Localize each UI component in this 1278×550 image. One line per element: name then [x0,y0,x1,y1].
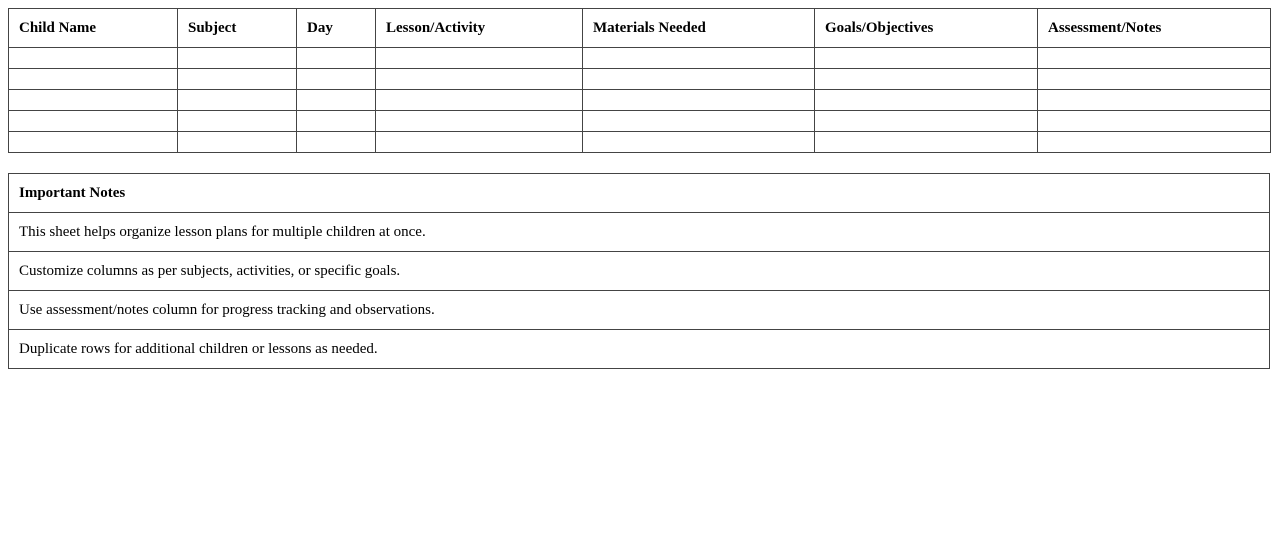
cell-assessment-notes[interactable] [1038,132,1271,153]
cell-materials-needed[interactable] [583,69,815,90]
cell-child-name[interactable] [9,90,178,111]
important-notes-table [8,173,1270,369]
cell-materials-needed[interactable] [583,132,815,153]
cell-subject[interactable] [178,132,297,153]
cell-assessment-notes[interactable] [1038,111,1271,132]
cell-lesson-activity[interactable] [376,90,583,111]
cell-goals-objectives[interactable] [815,69,1038,90]
lesson-plan-table [8,8,1271,153]
header-goals-objectives: Goals/Objectives [815,9,1038,48]
cell-lesson-activity[interactable] [376,132,583,153]
cell-assessment-notes[interactable] [1038,69,1271,90]
cell-day[interactable] [297,69,376,90]
cell-subject[interactable] [178,48,297,69]
note-row [9,213,1270,252]
header-day: Day [297,9,376,48]
note-item: Customize columns as per subjects, activities, or specific goals. [9,252,1270,291]
cell-goals-objectives[interactable] [815,132,1038,153]
cell-child-name[interactable] [9,48,178,69]
cell-materials-needed[interactable] [583,111,815,132]
cell-assessment-notes[interactable] [1038,48,1271,69]
table-row [9,90,1271,111]
note-row [9,252,1270,291]
cell-day[interactable] [297,48,376,69]
header-lesson-activity: Lesson/Activity [376,9,583,48]
cell-subject[interactable] [178,69,297,90]
cell-lesson-activity[interactable] [376,69,583,90]
header-subject: Subject [178,9,297,48]
note-item: Use assessment/notes column for progress tracking and observations. [9,291,1270,330]
cell-assessment-notes[interactable] [1038,90,1271,111]
note-row [9,330,1270,369]
table-row [9,69,1271,90]
cell-lesson-activity[interactable] [376,111,583,132]
cell-day[interactable] [297,90,376,111]
note-item: Duplicate rows for additional children or lessons as needed. [9,330,1270,369]
cell-child-name[interactable] [9,111,178,132]
header-child-name: Child Name [9,9,178,48]
cell-materials-needed[interactable] [583,48,815,69]
table-row [9,132,1271,153]
table-row [9,111,1271,132]
header-assessment-notes: Assessment/Notes [1038,9,1271,48]
cell-child-name[interactable] [9,69,178,90]
cell-lesson-activity[interactable] [376,48,583,69]
notes-header-row [9,174,1270,213]
header-materials-needed: Materials Needed [583,9,815,48]
cell-subject[interactable] [178,90,297,111]
cell-materials-needed[interactable] [583,90,815,111]
cell-goals-objectives[interactable] [815,111,1038,132]
note-item: This sheet helps organize lesson plans for multiple children at once. [9,213,1270,252]
cell-subject[interactable] [178,111,297,132]
notes-title: Important Notes [9,174,1270,213]
cell-child-name[interactable] [9,132,178,153]
header-row [9,9,1271,48]
cell-day[interactable] [297,132,376,153]
cell-goals-objectives[interactable] [815,90,1038,111]
note-row [9,291,1270,330]
cell-goals-objectives[interactable] [815,48,1038,69]
cell-day[interactable] [297,111,376,132]
table-row [9,48,1271,69]
